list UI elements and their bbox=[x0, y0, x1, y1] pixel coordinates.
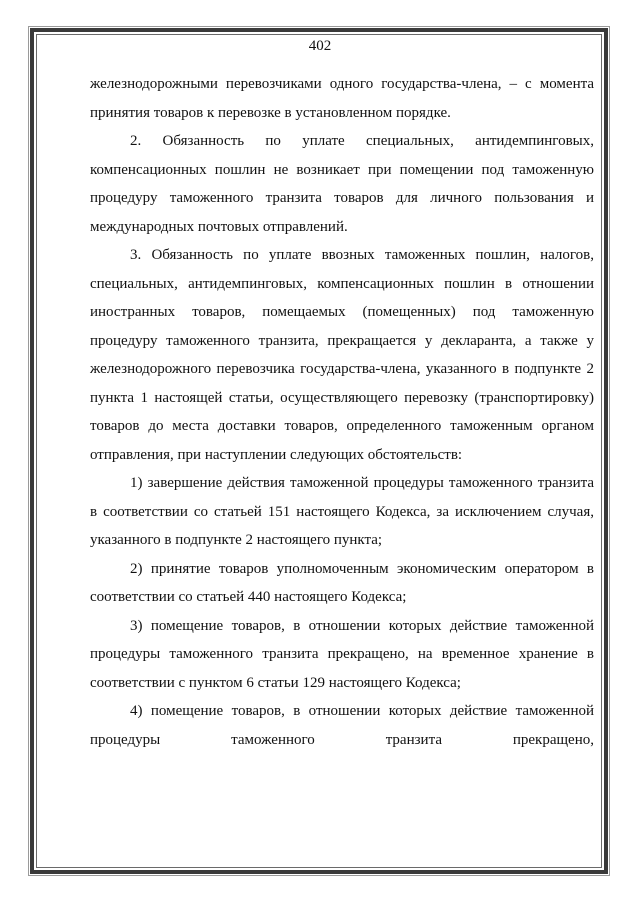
list-item-3: 3) помещение товаров, в отношении которых действие таможенной процедуры таможенного транзита прекращено, на временное хранение в соответствии с пунктом 6 статьи 129 настоящего Кодекса; bbox=[90, 617, 594, 691]
page-number: 402 bbox=[308, 38, 332, 54]
paragraph-3: 3. Обязанность по уплате ввозных таможенных пошлин, налогов, специальных, антидемпинговых, компенсационных пошлин в отношении иностранных товаров, помещаемых (помещенных) под таможенную процедуру таможенного транзита, прекращается у декларанта, а также у железнодорожного перевозчика государства-члена, указанного в подпункте 2 пункта 1 настоящей статьи, осуществляющего перевозку (транспортировку) товаров до места доставки товаров, определенного таможенным органом отправления, при наступлении следующих обстоятельств: bbox=[90, 247, 594, 463]
paragraph-2: 2. Обязанность по уплате специальных, антидемпинговых, компенсационных пошлин не возникает при помещении под таможенную процедуру таможенного транзита товаров для личного пользования и международных почтовых отправлений. bbox=[90, 133, 594, 235]
list-item-4: 4) помещение товаров, в отношении которых действие таможенной процедуры таможенного транзита прекращено, bbox=[90, 703, 594, 748]
paragraph-continued: железнодорожными перевозчиками одного государства-члена, – с момента принятия товаров к перевозке в установленном порядке. bbox=[90, 76, 594, 121]
list-item-1: 1) завершение действия таможенной процедуры таможенного транзита в соответствии со статьей 151 настоящего Кодекса, за исключением случая, указанного в подпункте 2 настоящего пункта; bbox=[90, 475, 594, 548]
document-body bbox=[90, 70, 594, 754]
list-item-2: 2) принятие товаров уполномоченным экономическим оператором в соответствии со статьей 440 настоящего Кодекса; bbox=[90, 560, 594, 605]
